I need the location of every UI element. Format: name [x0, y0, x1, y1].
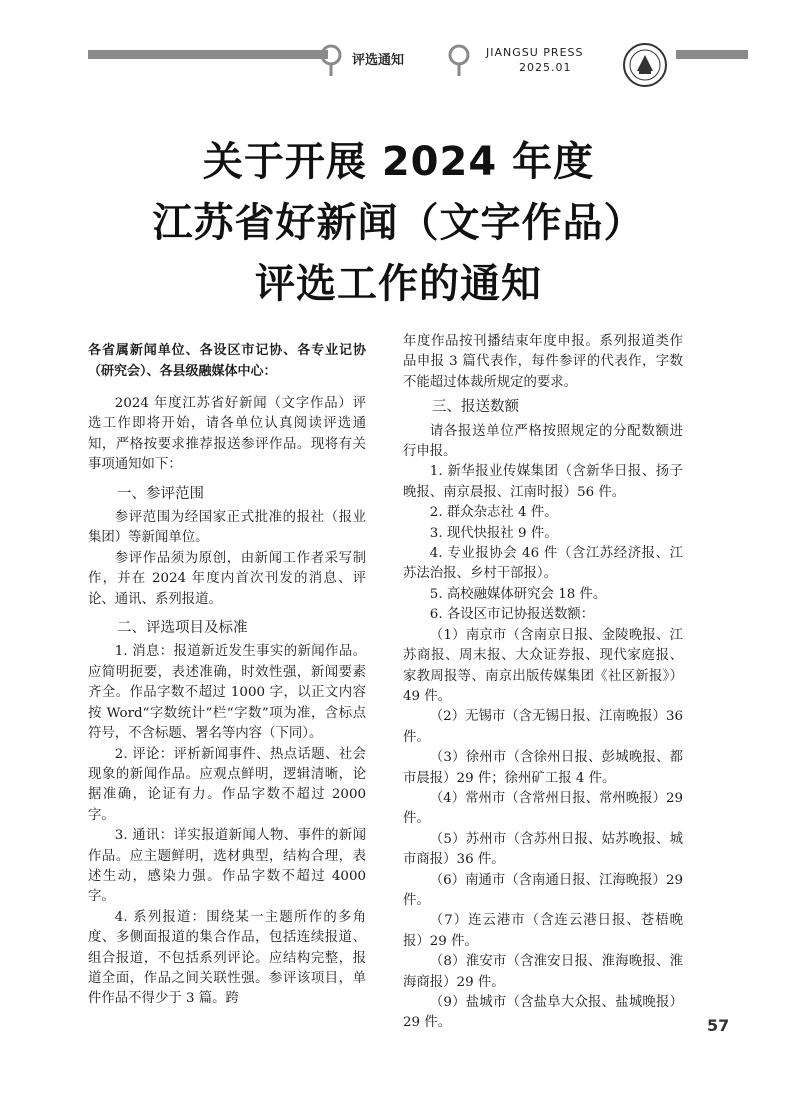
list-item: 1. 新华报业传媒集团（含新华日报、扬子晚报、南京晨报、江南时报）56 件。 [403, 464, 683, 500]
section-heading: 一、参评范围 [117, 485, 204, 502]
header-bar-left [88, 50, 328, 59]
paragraph: 请各报送单位严格按照规定的分配数额进行申报。 [403, 423, 683, 460]
paragraph: 参评范围为经国家正式批准的报社（报业集团）等新闻单位。 [88, 510, 366, 546]
section-heading: 二、评选项目及标准 [117, 620, 248, 637]
association-logo-icon [622, 42, 668, 88]
header-bar-right [676, 50, 748, 59]
issue-number: 2025.01 [519, 61, 572, 74]
list-item: （2）无锡市（含无锡日报、江南晚报）36 件。 [403, 709, 683, 745]
list-item: （4）常州市（含常州日报、常州晚报）29 件。 [403, 790, 683, 827]
list-item: （3）徐州市（含徐州日报、彭城晚报、都市晨报）29 件；徐州矿工报 4 件。 [403, 750, 683, 786]
left-column [88, 340, 366, 1010]
list-item: 4. 专业报协会 46 件（含江苏经济报、江苏法治报、乡村干部报）。 [403, 546, 683, 582]
list-item: （5）苏州市（含苏州日报、姑苏晚报、城市商报）36 件。 [403, 831, 683, 868]
title-line-1: 关于开展 2024 年度 [202, 139, 595, 185]
list-item: （9）盐城市（含盐阜大众报、盐城晚报）29 件。 [403, 995, 683, 1031]
intro-paragraph: 2024 年度江苏省好新闻（文字作品）评选工作即将开始，请各单位认真阅读评选通知，严格按要求推荐报送参评作品。现将有关事项通知如下： [88, 396, 366, 473]
list-item: 5. 高校融媒体研究会 18 件。 [429, 586, 607, 602]
section-label: 评选通知 [352, 53, 405, 68]
right-column [403, 332, 683, 1034]
title-line-3: 评选工作的通知 [255, 261, 542, 307]
paragraph: 4. 系列报道：围绕某一主题所作的多角度、多侧面报道的集合作品，包括连续报道、组合报道，不包括系列评论。应结构完整，报道全面，作品之间关联性强。参评该项目，单件作品不得少于 3 篇。跨 [88, 909, 366, 1007]
paragraph: 3. 通讯：详实报道新闻人物、事件的新闻作品。应主题鲜明，选材典型，结构合理，表述生动，感染力强。作品字数不超过 4000 字。 [88, 828, 366, 905]
paragraph: 参评作品须为原创，由新闻工作者采写制作，并在 2024 年度内首次刊发的消息、评论、通讯、系列报道。 [88, 550, 366, 607]
pin-icon [446, 44, 472, 76]
list-item: 3. 现代快报社 9 件。 [429, 525, 558, 541]
list-item: （6）南通市（含南通日报、江海晚报）29 件。 [403, 872, 683, 908]
paragraph: 2. 评论：评析新闻事件、热点话题、社会现象的新闻作品。应观点鲜明，逻辑清晰，论据准确，论证有力。作品字数不超过 2000 字。 [88, 746, 366, 823]
paragraph: 年度作品按刊播结束年度申报。系列报道类作品申报 3 篇代表作，每件参评的代表作，字数不能超过体裁所规定的要求。 [403, 334, 683, 390]
list-item: （7）连云港市（含连云港日报、苍梧晚报）29 件。 [403, 913, 683, 949]
page-number: 57 [707, 1016, 730, 1035]
addressee: 各省属新闻单位、各设区市记协、各专业记协（研究会）、各县级融媒体中心： [88, 343, 366, 379]
magazine-name: JIANGSU PRESS [486, 46, 584, 59]
list-item: 6. 各设区市记协报送数额： [429, 607, 595, 623]
section-heading: 三、报送数额 [432, 399, 519, 416]
pin-icon [318, 44, 344, 76]
title-line-2: 江苏省好新闻（文字作品） [152, 200, 645, 246]
list-item: （1）南京市（含南京日报、金陵晚报、江苏商报、周末报、大众证券报、现代家庭报、家教周报等、南京出版传媒集团《社区新报》）49 件。 [403, 627, 683, 704]
paragraph: 1. 消息：报道新近发生事实的新闻作品。应简明扼要，表述准确，时效性强，新闻要素齐全。作品字数不超过 1000 字，以正文内容按 Word“字数统计”栏“字数”项为准，含标点符号，不含标题、署名等内容（下同）。 [88, 644, 366, 742]
list-item: （8）淮安市（含淮安日报、淮海晚报、淮海商报）29 件。 [403, 954, 683, 990]
list-item: 2. 群众杂志社 4 件。 [429, 505, 558, 521]
